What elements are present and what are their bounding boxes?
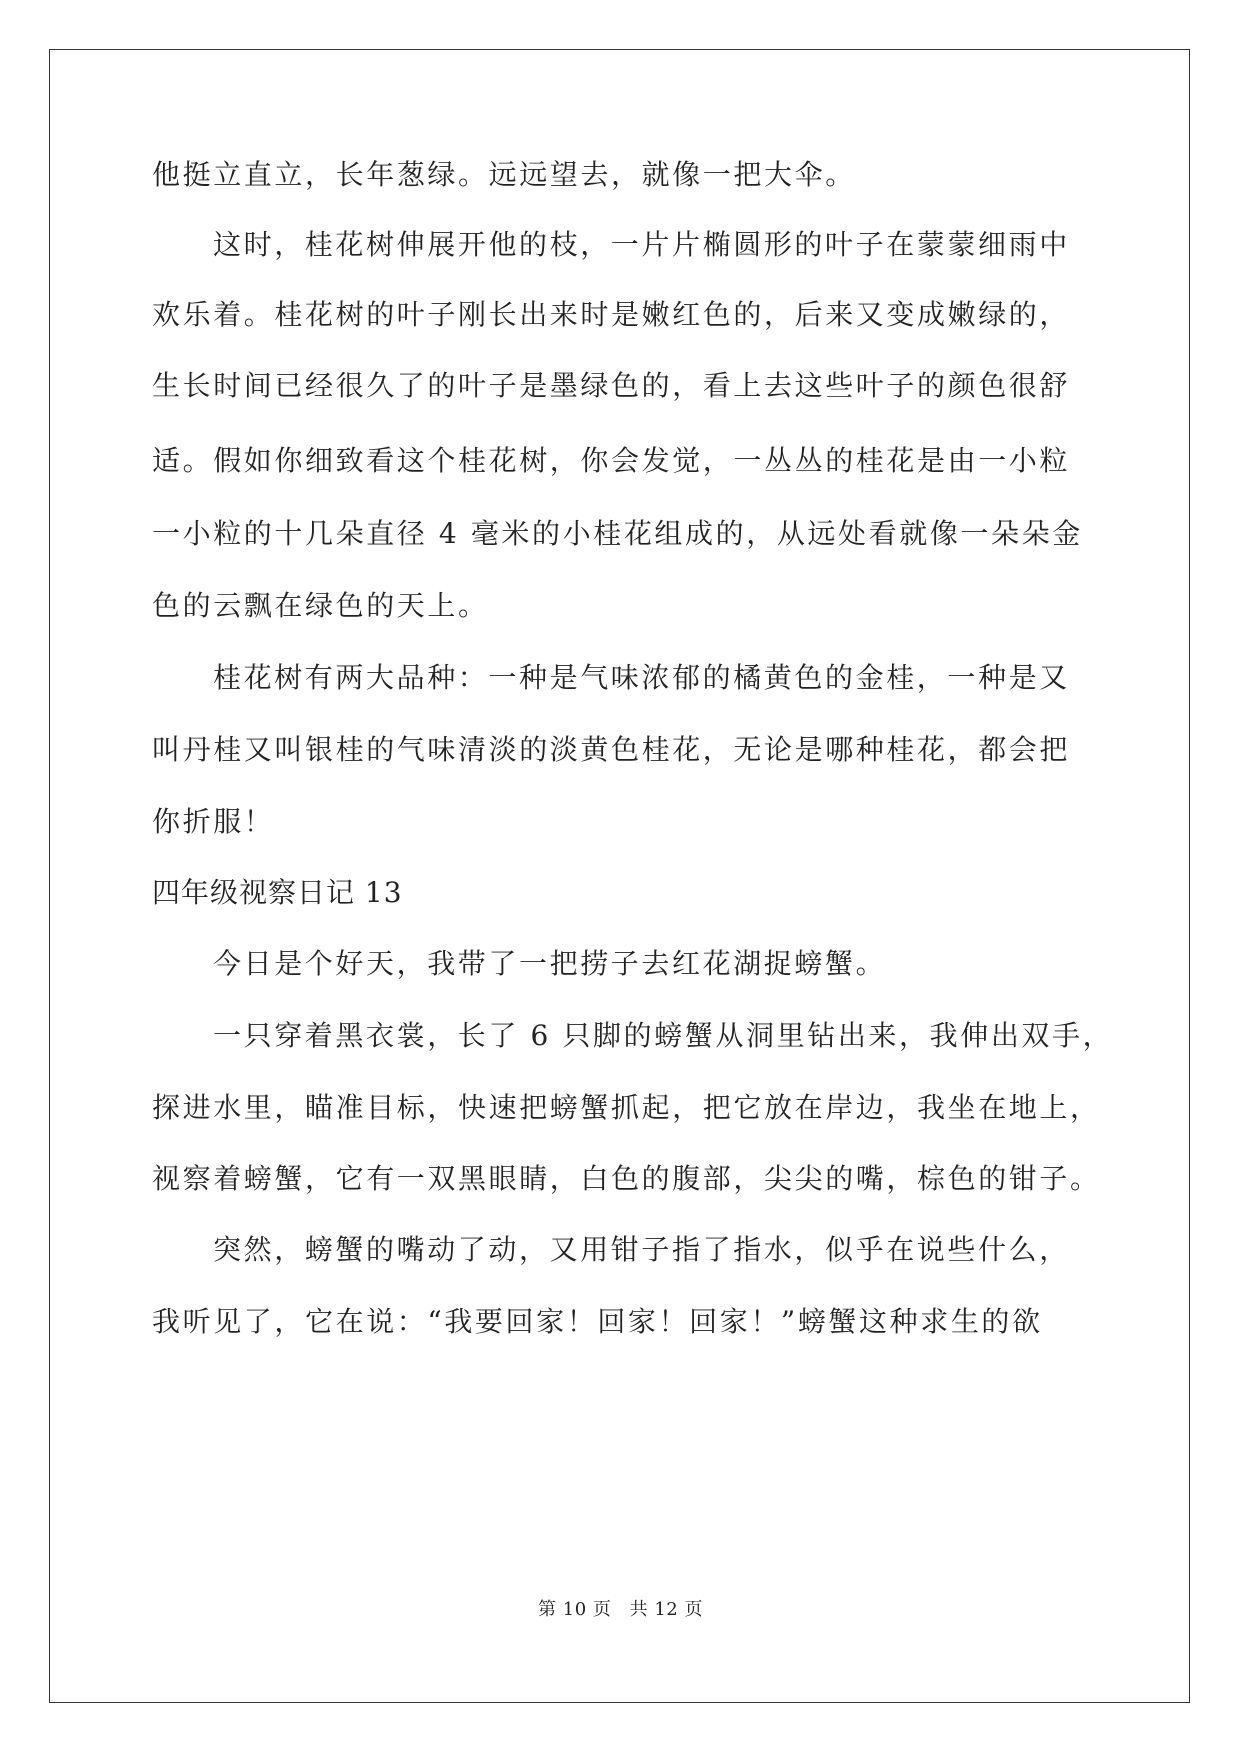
text-line: 叫丹桂又叫银桂的气味清淡的淡黄色桂花，无论是哪种桂花，都会把 <box>152 733 1071 766</box>
page-footer <box>0 1598 1241 1622</box>
text-line: 适。假如你细致看这个桂花树，你会发觉，一丛丛的桂花是由一小粒 <box>152 444 1071 477</box>
text-line: 一小粒的十几朵直径 4 毫米的小桂花组成的，从远处看就像一朵朵金 <box>152 517 1083 550</box>
paragraph-first-line: 这时，桂花树伸展开他的枝，一片片椭圆形的叶子在蒙蒙细雨中 <box>213 228 1070 261</box>
paragraph-first-line: 一只穿着黑衣裳，长了 6 只脚的螃蟹从洞里钻出来，我伸出双手， <box>213 1019 1114 1052</box>
text-line: 视察着螃蟹，它有一双黑眼睛，白色的腹部，尖尖的嘴，棕色的钳子。 <box>152 1162 1101 1195</box>
text-line: 探进水里，瞄准目标，快速把螃蟹抓起，把它放在岸边，我坐在地上， <box>152 1091 1101 1124</box>
text-line: 生长时间已经很久了的叶子是墨绿色的，看上去这些叶子的颜色很舒 <box>152 369 1071 402</box>
paragraph-first-line: 今日是个好天，我带了一把捞子去红花湖捉螃蟹。 <box>213 947 887 980</box>
text-line: 他挺立直立，长年葱绿。远远望去，就像一把大伞。 <box>152 158 856 191</box>
text-line: 我听见了，它在说：“我要回家！回家！回家！”螃蟹这种求生的欲 <box>152 1305 1043 1338</box>
text-line: 色的云飘在绿色的天上。 <box>152 589 489 622</box>
text-line: 欢乐着。桂花树的叶子刚长出来时是嫩红色的，后来又变成嫩绿的， <box>152 298 1071 331</box>
page-total: 共 12 页 <box>629 1599 703 1620</box>
paragraph-first-line: 桂花树有两大品种：一种是气味浓郁的橘黄色的金桂，一种是又 <box>213 661 1070 694</box>
section-heading: 四年级视察日记 13 <box>152 876 403 909</box>
paragraph-first-line: 突然，螃蟹的嘴动了动，又用钳子指了指水，似乎在说些什么， <box>213 1233 1070 1266</box>
page-number: 第 10 页 <box>538 1599 612 1620</box>
text-line: 你折服！ <box>152 805 275 838</box>
